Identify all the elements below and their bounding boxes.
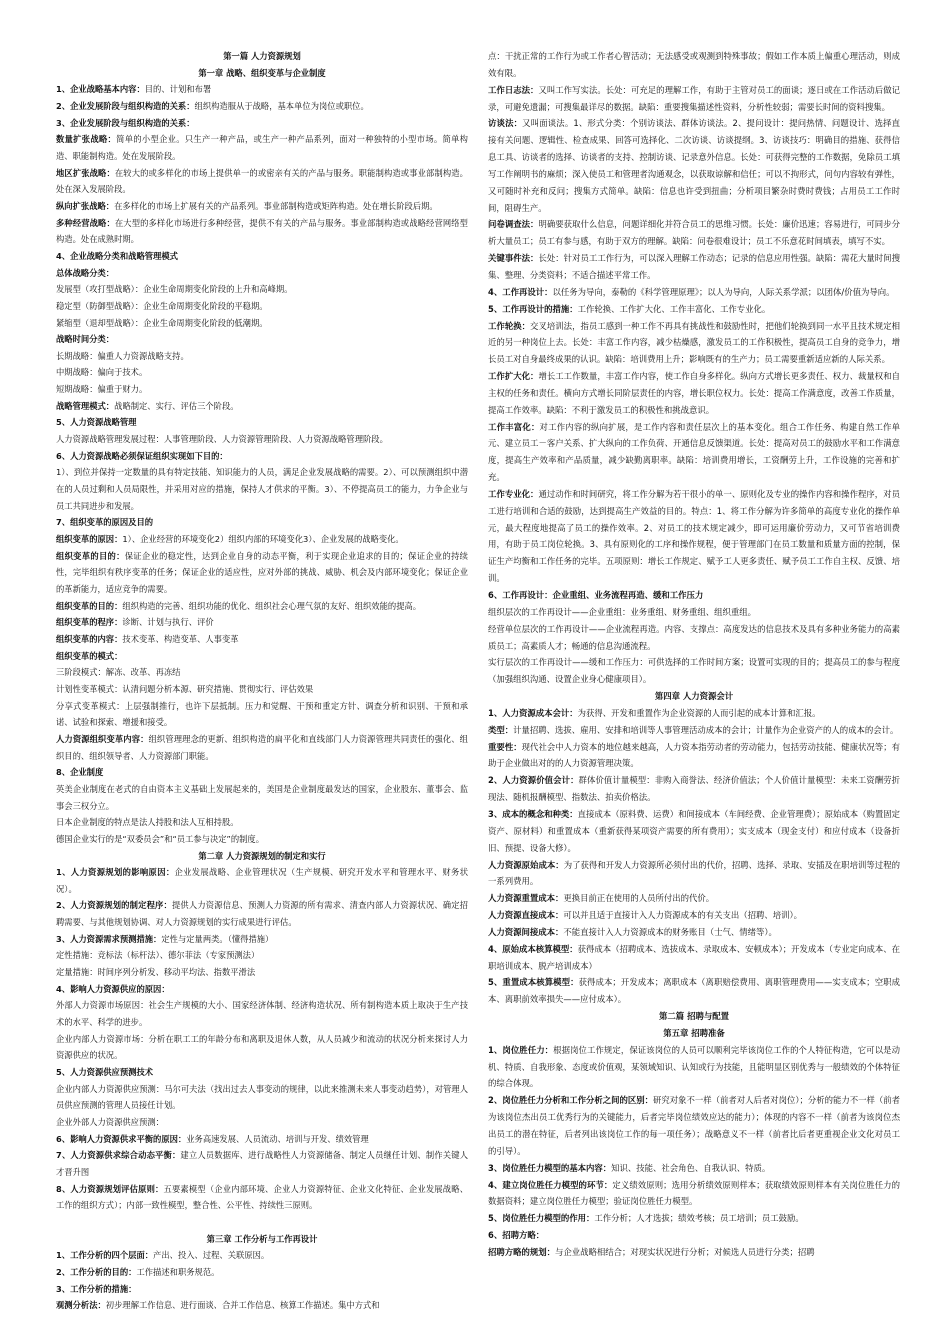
paragraph-heading: 5、工作再设计的措施： [488,303,578,314]
paragraph-heading: 工作轮换： [488,320,531,331]
paragraph-text: 短期战略：偏重于财力。 [56,384,148,395]
paragraph-text: 长处：针对员工工作行为，可以深入理解工作动态；记录的信息应用性强。缺陷：需花大量时间搜集、整理、分类资料；不适合描述平常工作。 [488,253,900,280]
paragraph-heading: 战略时间分类： [56,334,115,345]
paragraph-text: 在多样化的市场上扩展有关的产品系列。事业部制构造或矩阵构造。处在增长阶段后期。 [114,200,438,211]
paragraph-text: 又叫面谈法。1、形式分类：个别访谈法、群体访谈法。2、提问设计：提问热情、问题设计、选择直接有关问题、逻辑性、检查成果、回答可选择化、二次访谈、访谈提纲。3、访谈技巧：明确目的措施、获得信息工具、访谈者的选择、访谈者的支持、控制访谈、记录意外信息。长处：可获得完整的工作数据，免除员工填写工作阐明书的麻烦；深入使员工和管理者沟通观念，以获取谅解和信任；可以不拘形式，问句内容较有弹性，又可随时补充和反问；搜集方式简单。缺陷：信息也许受到扭曲；分析项目繁杂时费时费钱；占用员工工作时间，阻碍生产。 [488,118,901,213]
paragraph-heading: 数量扩张战略： [56,134,117,145]
paragraph-heading: 组织变革的目的： [56,600,123,611]
section-heading: 第二篇 招聘与配置 [659,1011,729,1022]
paragraph [488,621,900,655]
right-column [488,48,900,1261]
paragraph-heading: 观测分析法： [56,1300,106,1311]
paragraph-text: 又叫工作写实法。长处：可充足的理解工作，有助于主管对员工的面谈；逐日或在工作活动后做记录，可避免遗漏；可搜集最详尽的数据。缺陷：重要搜集描述性资料，分析性较弱；需要长时间的资料搜集。 [488,84,900,112]
paragraph [488,890,900,907]
paragraph-text: 现代社会中人力资本的地位越来越高，人力资本指劳动者的劳动能力，包括劳动技能、健康状况等；有助于企业做出对的的人力资源管理决策。 [488,741,901,769]
paragraph [56,431,468,448]
paragraph-heading: 2、人力资源规划的制定程序： [56,900,172,911]
paragraph-text: 产出、投入、过程、关联原因。 [153,1250,270,1261]
paragraph [488,1177,900,1211]
paragraph [56,548,468,598]
paragraph-text: 研究对象不一样（前者对人后者对岗位）；分析的能力不一样（前者为该岗位杰出员工优秀行为的关键能力，后者完毕岗位绩效应达的能力）；体现的内容不一样（前者为该岗位杰出员工的潜在特征，后者列出该岗位工作的每一项任务）；战略意义不一样（前者比后者更重视企业文化对员工的引导）。 [488,1095,901,1156]
paragraph-heading: 访谈法： [488,118,523,129]
paragraph-heading: 1、工作分析的四个层面： [56,1250,154,1261]
paragraph-heading: 战略管理模式： [56,400,115,411]
paragraph [56,248,468,265]
paragraph-text: 企业外部人力资源供应预测： [56,1117,164,1127]
paragraph [56,165,468,198]
paragraph-heading: 2、企业发展阶段与组织构造的关系： [56,100,195,111]
paragraph [56,98,468,115]
paragraph [56,1114,468,1131]
paragraph [488,772,900,806]
paragraph-spacer [56,1214,468,1231]
paragraph [488,739,900,773]
paragraph-text: 定义绩效原则；选用分析绩效原则样本；获取绩效原则样本有关岗位胜任力的数据资料；建立岗位胜任力模型；验证岗位胜任力模型。 [488,1179,901,1207]
paragraph-heading: 组织变革的模式： [56,650,123,661]
paragraph-text: 工作描述和职务规范。 [136,1266,220,1277]
paragraph-text: 分享式变革模式：上层强制推行，也许下层抵制。压力和觉醒、干预和重定方针、调查分析和识别、干预和承诺、试验和探索、增援和接受。 [56,700,468,728]
paragraph-heading: 7、组织变革的原因及目的 [56,517,154,528]
paragraph [56,414,468,431]
paragraph-text: 战略制定、实行、评估三个阶段。 [114,400,239,411]
paragraph-heading: 关键事件法： [488,253,539,264]
paragraph [56,514,468,531]
section-heading: 第三章 工作分析与工作再设计 [206,1233,318,1244]
paragraph-heading: 组织变革的程序： [56,617,123,628]
paragraph-text: 组织管理理念的更新、组织构造的扁平化和直线部门人力资源管理共同责任的强化、组织目的、组织领导者、人力资源部门职能。 [56,733,468,761]
paragraph-text: 外部人力资源市场原因：社会生产规模的大小、国家经济体制、经济构造状况、所有制构造本质上取决于生产技术的水平、科学的进步。 [56,1000,468,1028]
paragraph [56,131,468,164]
paragraph-text: 企业内部人力资源市场：分析在职工工的年龄分布和离职及退休人数，从人员减少和流动的状况分析来探讨人力资源供应的状况。 [56,1033,468,1061]
paragraph [56,814,468,831]
paragraph-text: 五要素模型（企业内部环境、企业人力资源特征、企业文化特征、企业发展战略、工作的组织方式）；内部一致性模型，整合性、公平性、持续性三原则。 [56,1183,468,1211]
paragraph-heading: 人力资源直接成本： [488,910,564,921]
paragraph [56,281,468,298]
paragraph-heading: 2、岗位胜任力分析和工作分析之间的区别： [488,1095,653,1106]
paragraph-text: 获得成本；开发成本；离职成本（离职赔偿费用、离职管理费用——实支成本；空职成本、离职前效率损失——应付成本）。 [488,977,901,1005]
paragraph-text: 1）、企业经营的环境变化2）组织内部的环境变化3）、企业发展的战略变化。 [122,534,404,545]
paragraph-heading: 重要性： [488,741,522,752]
paragraph-heading: 3、企业发展阶段与组织构造的关系： [56,117,195,128]
paragraph [488,82,900,116]
paragraph-heading: 8、人力资源规划评估原则： [56,1183,164,1194]
paragraph [488,924,900,941]
paragraph-heading: 地区扩张战略： [56,167,115,178]
paragraph-heading: 3、成本的概念和种类： [488,808,578,819]
paragraph [56,464,468,514]
paragraph [56,1281,468,1298]
paragraph-heading: 组织变革的原因： [56,534,123,545]
paragraph [56,964,468,981]
paragraph [56,348,468,365]
paragraph-heading: 2、工作分析的目的： [56,1266,137,1277]
paragraph [56,531,468,548]
paragraph [488,48,900,82]
paragraph [488,1160,900,1177]
paragraph [488,587,900,604]
paragraph-heading: 人力资源原始成本： [488,859,564,870]
section-heading: 第五章 招聘准备 [663,1027,725,1038]
paragraph-heading: 人力资源间接成本： [488,926,564,937]
section-heading: 第四章 人力资源会计 [654,691,734,702]
paragraph-text: 更换目前正在使用的人员所付出的代价。 [563,893,715,904]
paragraph-text: 交叉培训法，指员工感到一种工作不再具有挑战性和鼓励性时，把他们轮换到同一水平且技术规定相近的另一种岗位上去。长处：丰富工作内容，减少枯燥感，激发员工的工作积极性，提高员工自身的竞争力，增长员工对自身最终成果的认识。缺陷：培训费用上升；影响既有的生产力；员工需要重新适应新的人际关系。 [488,320,900,365]
paragraph-heading: 总体战略分类： [56,267,115,278]
paragraph-text: 组织层次的工作再设计——企业重组：业务重组、财务重组、组织重组。 [488,606,756,617]
paragraph-heading: 问卷调查法： [488,219,539,230]
paragraph-text: 人力资源战略管理发展过程：人事管理阶段、人力资源管理阶段、人力资源战略管理阶段。 [56,434,388,445]
paragraph-heading: 纵向扩张战略： [56,200,115,211]
paragraph [488,216,900,250]
paragraph-text: 目的、计划和布署 [144,84,212,95]
paragraph [488,1092,900,1159]
paragraph-text: 直接成本（原料费、运费）和间接成本（车间经费、企业管理费）；原始成本（购置固定资产、原材料）和重置成本（重新获得某项资产需要的所有费用）；实支成本（现金支付）和应付成本（设备折旧、预提、设备大修）。 [488,808,901,853]
paragraph-text: 长期战略：偏重人力资源战略支持。 [56,350,189,361]
paragraph-text: 工作轮换、工作扩大化、工作丰富化、工作专业化。 [577,303,771,314]
paragraph [56,1297,468,1314]
paragraph-heading: 组织变革的内容： [56,633,123,644]
paragraph-heading: 6、人力资源战略必须保证组织实现如下目的： [56,450,228,461]
section-heading: 第一篇 人力资源规划 [223,51,301,61]
paragraph [488,419,900,486]
paragraph [56,315,468,332]
paragraph-text: 计划性变革模式：认清问题分析本源、研究措施、贯彻实行、评估效果 [56,683,314,694]
paragraph-text: 在较大的或多样化的市场上提供单一的或密亲有关的产品与服务。职能制构造或事业部制构造。处在深入发展阶段。 [56,167,468,195]
paragraph-text: 初步理解工作信息、进行面谈、合并工作信息、核算工作描述。集中方式和 [105,1300,380,1311]
paragraph [56,1247,468,1264]
paragraph-heading: 4、建立岗位胜任力模型的环节： [488,1179,613,1190]
paragraph-text: 定性与定量两类。（懂得措施） [161,933,274,944]
paragraph [56,731,468,764]
paragraph-text: 点：干扰正常的工作行为或工作者心智活动；无法感受或观测到特殊事故；假如工作本质上偏重心理活动，则成效有限。 [488,51,900,78]
paragraph-text: 稳定型（防御型战略）：企业生命周期变化阶段的平稳期。 [56,300,268,311]
paragraph-text: 三阶段模式：解冻、改革、再冻结 [56,667,181,678]
paragraph-heading: 2、人力资源价值会计： [488,775,579,786]
paragraph [488,115,900,216]
paragraph [488,1227,900,1244]
left-column [56,48,468,1314]
paragraph [56,398,468,415]
paragraph-text: 业务高速发展、人员流动、培训与开发、绩效管理 [186,1133,369,1144]
paragraph [488,907,900,924]
paragraph-heading: 工作专业化： [488,488,539,499]
paragraph [488,974,900,1008]
paragraph [56,81,468,98]
paragraph-text: 英美企业制度在老式的自由资本主义基础上发展起来的，美国是企业制度最发达的国家，企业股东、董事会、监事会三权分立。 [56,783,468,811]
paragraph-heading: 6、招聘方略： [488,1230,545,1241]
paragraph [56,1181,468,1214]
paragraph-heading: 5、人力资源供应预测技术 [56,1067,154,1078]
paragraph [488,722,900,739]
paragraph-text: 为获得、开发和重置作为企业资源的人而引起的成本计算和汇报。 [577,707,821,718]
paragraph-text: 群体价值计量模型：非购入商誉法、经济价值法；个人价值计量模型：未来工资酬劳折现法、随机报酬模型、指数法、拍卖价格法。 [488,775,901,803]
paragraph-text: 增长工工作数量，丰富工作内容，使工作自身多样化。纵向方式增长更多责任、权力、裁量权和自主权的任务和责任。横向方式增长同阶层责任的内容，增长职位权力。长处：提高工作满意度，改善工作质量，提高工作效率。缺陷：不利于激发员工的积极性和挑战意识。 [488,371,900,415]
paragraph [488,1042,900,1093]
paragraph-text: 简单的小型企业。只生产一种产品，或生产一种产品系列，面对一种独特的小型市场。简单构造、职能制构造。处在发展阶段。 [56,134,468,161]
paragraph [488,486,900,587]
paragraph [56,981,468,998]
paragraph-heading: 3、岗位胜任力模型的基本内容： [488,1162,612,1173]
paragraph-text: 企业发展战略、企业管理状况（生产规模、研究开发水平和管理水平、财务状况）。 [56,867,468,894]
paragraph-text: 与企业战略相结合；对现实状况进行分析；对候选人员进行分类；招聘 [555,1246,815,1257]
paragraph [56,1147,468,1180]
paragraph-heading: 6、影响人力资源供求平衡的原因： [56,1133,187,1144]
paragraph [56,698,468,731]
paragraph-text: 实行层次的工作再设计——缓和工作压力：可供选择的工作时间方案；设置可实现的目的；提高员工的参与程度（加强组织沟通、设置企业身心健康项目）。 [488,657,900,685]
paragraph-heading: 组织变革的目的： [56,550,125,561]
paragraph-heading: 1、岗位胜任力： [488,1044,554,1055]
paragraph-text: 组织构造的完善、组织功能的优化、组织社会心理气氛的友好、组织效能的提高。 [122,600,422,611]
paragraph-text: 在大型的多样化市场进行多种经营，提供不有关的产品与服务。事业部制构造或战略经营网络型构造。处在成熟时期。 [56,217,468,245]
paragraph [56,614,468,631]
paragraph-text: 紧缩型（退却型战略）：企业生命周期变化阶段的低潮期。 [56,317,268,328]
paragraph [488,941,900,975]
paragraph [56,631,468,648]
paragraph-heading: 1、人力资源成本会计： [488,707,578,718]
paragraph [56,364,468,381]
paragraph [56,448,468,465]
paragraph-heading: 6、工作再设计：企业重组、业务流程再造、缓和工作压力 [488,590,704,600]
paragraph-text: 建立人员数据库、进行战略性人力资源储备、制定人员继任计划、制作关键人才晋升图 [56,1150,468,1177]
paragraph [488,654,900,688]
paragraph-heading: 5、人力资源战略管理 [56,417,137,428]
paragraph-text: 德国企业实行的是“双委员会”和“员工参与决定”的制度。 [56,833,265,844]
paragraph-text: 获得成本（招聘成本、选拔成本、录取成本、安顿成本）；开发成本（专业定向成本、在职培训成本、脱产培训成本） [488,943,901,971]
paragraph [56,215,468,248]
paragraph-heading: 4、原始成本核算模型： [488,943,578,954]
paragraph-text: 经营单位层次的工作再设计——企业流程再造。内容、支撑点：高度发达的信息技术及具有多种业务能力的高素质员工；高素质人才；畅通的信息沟通流程。 [488,623,900,651]
paragraph-text: 以任务为导向，泰勒的《科学管理原理》；以人为导向，人际关系学派；以团体/价值为导向。 [552,286,895,297]
paragraph [488,318,900,369]
paragraph-text: 工作分析；人才选拔；绩效考核；员工培训；员工鼓励。 [594,1213,804,1224]
paragraph [488,857,900,891]
paragraph-text: 提供人力资源信息、预测人力资源的所有需求、清查内部人力资源状况、确定招聘需要、与其他规划协调、对人力资源规划的实行成果进行评估。 [56,900,468,928]
paragraph-text: 对工作内容的纵向扩展，是工作内容和责任层次上的基本变化。组合工作任务、构建自然工作单元、建立员工－客户关系、扩大纵向的工作负荷、开通信息反馈渠道。长处：提高对员工的鼓励水平和工作满意度，提高生产效率和产品质量，减少缺勤离职率。缺陷：培训费用增长，工资酬劳上升，工作设施的完善和扩充。 [488,421,901,483]
paragraph-heading: 人力资源组织变革内容： [56,733,149,744]
paragraph [56,331,468,348]
paragraph [56,897,468,930]
paragraph-heading: 3、人力资源需求预测措施： [56,933,162,944]
paragraph [488,250,900,284]
paragraph [488,705,900,722]
paragraph-text: 日本企业制度的特点是法人持股和法人互相持股。 [56,817,239,828]
paragraph-text: 发展型（攻打型战略）：企业生命周期变化阶段的上升和高峰期。 [56,284,293,295]
paragraph-text: 保证企业的稳定性，达到企业自身的动态平衡，利于实现企业追求的目的；保证企业的持续性，完毕组织有秩序变革的任务；保证企业的适应性，应对外部的挑战、威胁、机会及内部环境变化；保证企业的革新能力，适应竞争的需要。 [56,550,468,594]
paragraph [488,301,900,318]
paragraph-heading: 招聘方略的规划： [488,1246,555,1257]
paragraph-heading: 人力资源重置成本： [488,893,564,904]
paragraph [56,764,468,781]
paragraph-heading: 3、工作分析的措施： [56,1283,137,1294]
paragraph-text: 组织构造服从于战略，基本单位为岗位或职位。 [194,100,369,111]
paragraph-text: 不能直接计入人力资源成本的财务账目（士气、情绪等）。 [563,926,777,937]
paragraph-heading: 1、企业战略基本内容： [56,84,145,95]
paragraph [488,368,900,419]
paragraph [56,947,468,964]
paragraph-heading: 4、企业战略分类和战略管理模式 [56,250,178,261]
paragraph-heading: 工作扩大化： [488,371,539,382]
paragraph [56,298,468,315]
paragraph-text: 明确要获取什么信息，问题详细化并符合员工的思维习惯。长处：廉价迅速；容易进行，可同步分析大量员工；员工有参与感，有助于双方的理解。缺陷：问卷很难设计；员工不乐意花时间填表，填写不实。 [488,219,900,247]
paragraph-text: 通过动作和时间研究，将工作分解为若干很小的单一、原则化及专业的操作内容和操作程序，对员工进行培训和合适的鼓励，达到提高生产效益的目的。特点：1、将工作分解为许多简单的高度专业化的操作单元，最大程度地提高了员工的操作效率。2、对员工的技术规定减少，即可运用廉价劳动力，又可节省培训费用，有助于员工岗位轮换。3、具有原则化的工序和操作规程，便于管理部门在员工数量和质量方面的控制，保证生产均衡和工作任务的完毕。五项原则：增长工作规定、赋予工人更多责任、赋予员工工作自主权、反馈、培训。 [488,488,900,584]
paragraph-heading: 类型： [488,724,514,735]
paragraph-text: 为了获得和开发人力资源所必须付出的代价，招聘、选择、录取、安插及在职培训等过程的一系列费用。 [488,859,901,887]
paragraph-heading: 4、工作再设计： [488,286,553,297]
section-heading: 第一章 战略、组织变革与企业制度 [198,67,326,78]
paragraph [56,381,468,398]
paragraph [56,1064,468,1081]
paragraph [56,831,468,848]
paragraph-text: 诊断、计划与执行、评价 [122,617,214,628]
paragraph-heading: 工作日志法： [488,84,539,95]
paragraph-text: 1）、到位并保持一定数量的具有特定技能、知识能力的人员，满足企业发展战略的需要。2）、可以预测组织中潜在的人员过剩和人员局限性，并采用对应的措施，保持人才供求的平衡。3）、不停提高员工的能力，力争企业与员工共同进步和发展。 [56,467,468,511]
paragraph-text: 企业内部人力资源供应预测：马尔可夫法（找出过去人事变动的规律，以此来推测未来人事变动趋势），对管理人员供应预测的管理人员接任计划。 [56,1083,468,1111]
paragraph-text: 知识、技能、社会角色、自我认识、特质。 [611,1162,771,1173]
paragraph-heading: 7、人力资源供求综合动态平衡： [56,1150,181,1161]
paragraph-heading: 5、重置成本核算模型： [488,977,579,988]
paragraph-text: 技术变革、构造变革、人事变革 [122,633,239,644]
paragraph-text: 定性措施：竞标法（标杆法）、德尔菲法（专家预测法） [56,950,260,961]
paragraph [56,115,468,132]
paragraph [56,1131,468,1148]
section-heading: 第二章 人力资源规划的制定和实行 [198,850,326,861]
paragraph [56,681,468,698]
paragraph [56,781,468,814]
paragraph [56,198,468,215]
paragraph-heading: 4、影响人力资源供应的原因： [56,983,170,994]
paragraph-heading: 1、人力资源规划的影响原因： [56,867,175,878]
paragraph-text: 可以并且适于直接计入人力资源成本的有关支出（招聘、培训）。 [563,910,803,921]
paragraph [56,1264,468,1281]
paragraph [56,265,468,282]
paragraph [56,864,468,897]
paragraph [488,284,900,301]
paragraph [56,598,468,615]
paragraph [56,997,468,1030]
paragraph-heading: 工作丰富化： [488,421,540,432]
paragraph [56,1031,468,1064]
paragraph-heading: 多种经营战略： [56,217,115,228]
paragraph-heading: 8、企业制度 [56,767,104,778]
document-page [56,48,902,1318]
paragraph [488,806,900,857]
paragraph [56,648,468,665]
paragraph [56,1081,468,1114]
paragraph [56,664,468,681]
paragraph-heading: 5、岗位胜任力模型的作用： [488,1213,595,1224]
paragraph-text: 根据岗位工作规定，保证该岗位的人员可以顺利完毕该岗位工作的个人特征构造，它可以是动机、特质、自我形象、态度或价值观，某领域知识、认知或行为技能，且能明显区别优秀与一般绩效的个体特征的综合体现。 [488,1044,901,1089]
paragraph [488,1210,900,1227]
paragraph-text: 计量招聘、选拔、雇用、安排和培训等人事管理活动成本的会计；计量作为企业资产的人的成本的会计。 [513,724,899,735]
paragraph-text: 定量措施：时间序列分析发、移动平均法、指数平滑法 [56,967,256,978]
paragraph [488,1244,900,1261]
paragraph [488,604,900,621]
paragraph-text: 中期战略：偏向于技术。 [56,367,148,378]
paragraph [56,931,468,948]
